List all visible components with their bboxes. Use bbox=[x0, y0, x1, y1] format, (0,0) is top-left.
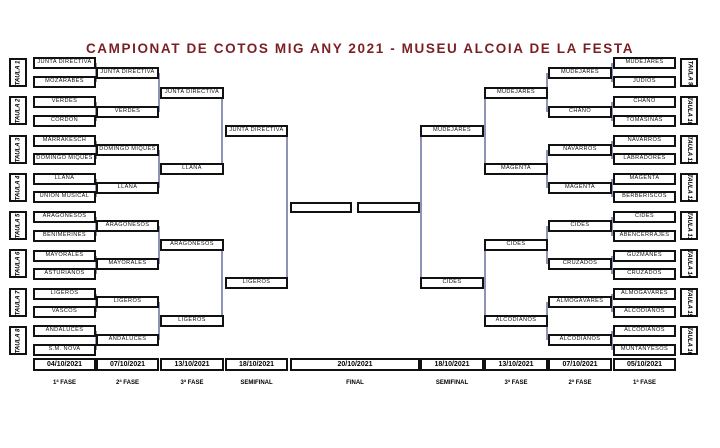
table-label-left bbox=[9, 173, 27, 202]
team-slot-r3-left: LLANA bbox=[160, 163, 224, 175]
team-slot-r2-right: CRUZADOS bbox=[548, 258, 612, 270]
team-slot-r1-left: UNIÓN MUSICAL bbox=[33, 191, 96, 203]
phase-date: 07/10/2021 bbox=[548, 358, 612, 371]
phase-date: 18/10/2021 bbox=[420, 358, 484, 371]
team-slot-r1-left: CORDÓN bbox=[33, 115, 96, 127]
team-slot-semifinal-right: CIDES bbox=[420, 277, 484, 289]
team-slot-r2-right: MAGENTA bbox=[548, 182, 612, 194]
phase-date: 13/10/2021 bbox=[484, 358, 548, 371]
team-slot-r2-right: ALCODIANOS bbox=[548, 334, 612, 346]
table-label-text: TAULA 2 bbox=[15, 98, 22, 123]
team-slot-semifinal-left: LIGEROS bbox=[225, 277, 288, 289]
team-slot-r2-left: JUNTA DIRECTIVA bbox=[96, 67, 159, 79]
team-slot-r3-left: JUNTA DIRECTIVA bbox=[160, 87, 224, 99]
table-label-right bbox=[680, 173, 698, 202]
team-slot-semifinal-right: MUDÉJARES bbox=[420, 125, 484, 137]
team-slot-r2-left: MAYORALES bbox=[96, 258, 159, 270]
table-label-right bbox=[680, 96, 698, 125]
table-label-text: TAULA 13 bbox=[686, 211, 693, 240]
team-slot-r1-right: MAGENTA bbox=[613, 173, 676, 185]
team-slot-r2-right: NAVARROS bbox=[548, 144, 612, 156]
table-label-text: TAULA 16 bbox=[686, 326, 693, 355]
table-label-right bbox=[680, 135, 698, 164]
team-slot-r1-left: JUNTA DIRECTIVA bbox=[33, 57, 96, 69]
team-slot-r3-right: CIDES bbox=[484, 239, 548, 251]
page-title: CAMPIONAT DE COTOS MIG ANY 2021 - MUSEU ALCOIA DE LA FESTA bbox=[85, 41, 635, 56]
team-slot-r1-right: NAVARROS bbox=[613, 135, 676, 147]
phase-label: SEMIFINAL bbox=[240, 380, 273, 386]
table-label-right bbox=[680, 326, 698, 355]
team-slot-r1-left: ASTURIANOS bbox=[33, 268, 96, 280]
phase-date: 05/10/2021 bbox=[613, 358, 676, 371]
team-slot-r2-left: ANDALUCES bbox=[96, 334, 159, 346]
phase-label: 3ª FASE bbox=[504, 380, 528, 386]
table-label-text: TAULA 14 bbox=[686, 249, 693, 278]
phase-label: 3ª FASE bbox=[180, 380, 204, 386]
table-label-text: TAULA 10 bbox=[686, 96, 693, 125]
table-label-right bbox=[680, 58, 698, 87]
table-label-text: TAULA 4 bbox=[15, 175, 22, 200]
table-label-text: TAULA 8 bbox=[15, 328, 22, 353]
phase-label: 2ª FASE bbox=[568, 380, 592, 386]
team-slot-r1-left: LLANA bbox=[33, 173, 96, 185]
phase-label: 2ª FASE bbox=[116, 380, 139, 386]
table-label-text: TAULA 15 bbox=[686, 288, 693, 317]
table-label-text: TAULA 5 bbox=[15, 213, 22, 238]
team-slot-r2-left: ARAGONESOS bbox=[96, 220, 159, 232]
final-slot bbox=[357, 202, 420, 213]
team-slot-r3-right: MAGENTA bbox=[484, 163, 548, 175]
phase-label: 1ª FASE bbox=[633, 380, 656, 386]
table-label-text: TAULA 6 bbox=[15, 251, 22, 276]
team-slot-semifinal-left: JUNTA DIRECTIVA bbox=[225, 125, 288, 137]
table-label-text: TAULA 3 bbox=[15, 137, 22, 162]
team-slot-r1-right: MUNTANYESOS bbox=[613, 344, 676, 356]
phase-date: 20/10/2021 bbox=[290, 358, 420, 371]
team-slot-r3-left: LIGEROS bbox=[160, 315, 224, 327]
team-slot-r2-right: ALMOGÀVARES bbox=[548, 296, 612, 308]
team-slot-r2-right: CHANO bbox=[548, 106, 612, 118]
phase-label: 1ª FASE bbox=[53, 380, 76, 386]
team-slot-r1-right: CHANO bbox=[613, 96, 676, 108]
team-slot-r2-left: LIGEROS bbox=[96, 296, 159, 308]
team-slot-r1-right: ALCODIANOS bbox=[613, 325, 676, 337]
table-label-right bbox=[680, 288, 698, 317]
team-slot-r1-right: GUZMANES bbox=[613, 250, 676, 262]
team-slot-r1-left: VERDES bbox=[33, 96, 96, 108]
table-label-left bbox=[9, 326, 27, 355]
table-label-text: TAULA 12 bbox=[686, 173, 693, 202]
team-slot-r3-right: ALCODIANOS bbox=[484, 315, 548, 327]
table-label-left bbox=[9, 96, 27, 125]
final-slot bbox=[290, 202, 352, 213]
team-slot-r1-right: CIDES bbox=[613, 211, 676, 223]
team-slot-r1-left: LIGEROS bbox=[33, 288, 96, 300]
team-slot-r1-left: S.M. NOVA bbox=[33, 344, 96, 356]
team-slot-r1-right: BERBERISCOS bbox=[613, 191, 676, 203]
table-label-text: TAULA 11 bbox=[686, 135, 692, 164]
team-slot-r1-left: MARRAKESCH bbox=[33, 135, 96, 147]
table-label-text: TAULA 9 bbox=[686, 60, 693, 85]
team-slot-r1-right: TOMASINAS bbox=[613, 115, 676, 127]
phase-date: 13/10/2021 bbox=[160, 358, 224, 371]
table-label-left bbox=[9, 288, 27, 317]
team-slot-r1-right: ALMOGÀVARES bbox=[613, 288, 676, 300]
table-label-left bbox=[9, 249, 27, 278]
table-label-text: TAULA 1 bbox=[15, 60, 22, 85]
phase-date: 04/10/2021 bbox=[33, 358, 96, 371]
team-slot-r1-right: CRUZADOS bbox=[613, 268, 676, 280]
team-slot-r1-right: ALCODIANOS bbox=[613, 306, 676, 318]
team-slot-r1-left: MAYORALES bbox=[33, 250, 96, 262]
team-slot-r1-right: JUDÍOS bbox=[613, 76, 676, 88]
phase-date: 18/10/2021 bbox=[225, 358, 288, 371]
table-label-left bbox=[9, 135, 27, 164]
team-slot-r1-left: VASCOS bbox=[33, 306, 96, 318]
team-slot-r1-left: ANDALUCES bbox=[33, 325, 96, 337]
phase-date: 07/10/2021 bbox=[96, 358, 159, 371]
phase-label: FINAL bbox=[346, 380, 364, 386]
team-slot-r3-right: MUDÉJARES bbox=[484, 87, 548, 99]
team-slot-r2-right: MUDÉJARES bbox=[548, 67, 612, 79]
table-label-right bbox=[680, 211, 698, 240]
table-label-left bbox=[9, 211, 27, 240]
team-slot-r2-left: DOMINGO MIQUES bbox=[96, 144, 159, 156]
team-slot-r1-right: ABENCERRAJES bbox=[613, 230, 676, 242]
team-slot-r1-left: DOMINGO MIQUES bbox=[33, 153, 96, 165]
team-slot-r2-right: CIDES bbox=[548, 220, 612, 232]
team-slot-r1-right: MUDÉJARES bbox=[613, 57, 676, 69]
team-slot-r3-left: ARAGONESOS bbox=[160, 239, 224, 251]
team-slot-r1-left: BENIMERINES bbox=[33, 230, 96, 242]
team-slot-r1-left: MOZÀRABES bbox=[33, 76, 96, 88]
table-label-left bbox=[9, 58, 27, 87]
team-slot-r2-left: VERDES bbox=[96, 106, 159, 118]
team-slot-r1-right: LABRADORES bbox=[613, 153, 676, 165]
team-slot-r1-left: ARAGONESOS bbox=[33, 211, 96, 223]
phase-label: SEMIFINAL bbox=[435, 380, 469, 386]
table-label-right bbox=[680, 249, 698, 278]
table-label-text: TAULA 7 bbox=[15, 290, 22, 315]
team-slot-r2-left: LLANA bbox=[96, 182, 159, 194]
